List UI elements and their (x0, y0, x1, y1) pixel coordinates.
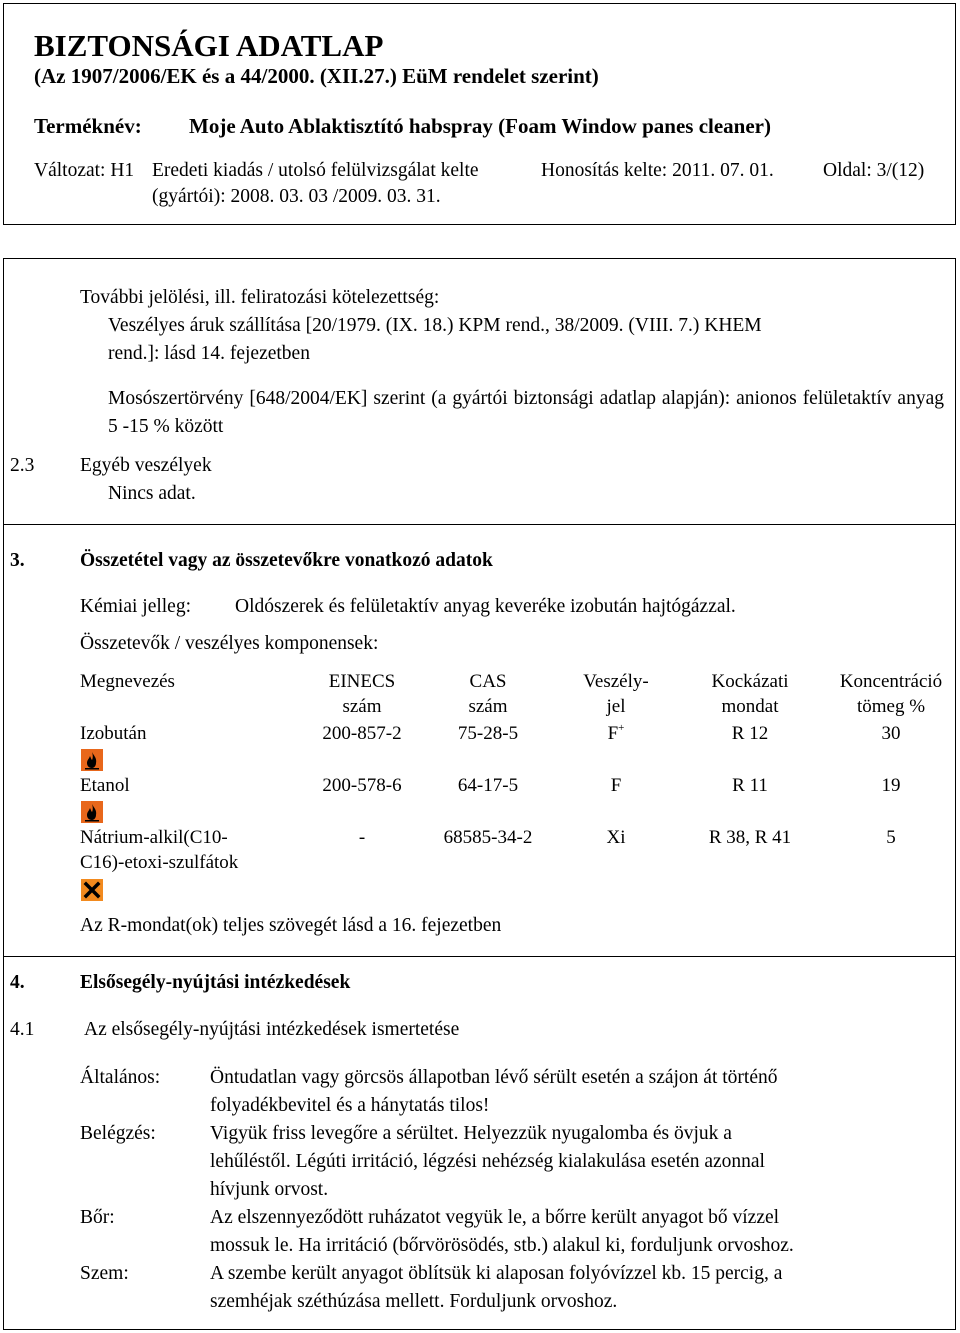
components-label: Összetevők / veszélyes komponensek: (80, 633, 379, 654)
edition-label: Eredeti kiadás / utolsó felülvizsgálat kelte (152, 160, 479, 181)
subsection-4-1-title: Az elsősegély-nyújtási intézkedések ismertetése (84, 1019, 460, 1040)
component-name: Etanol (80, 775, 130, 796)
col-header-einecs: EINECS (328, 671, 396, 692)
product-name: Moje Auto Ablaktisztító habspray (Foam Window panes cleaner) (189, 114, 771, 138)
hazard-symbol: F (610, 775, 622, 796)
concentration: 30 (881, 723, 901, 744)
section4-title: Elsősegély-nyújtási intézkedések (80, 972, 351, 993)
cas-number: 75-28-5 (457, 723, 519, 744)
localization-date: Honosítás kelte: 2011. 07. 01. (541, 160, 774, 181)
edition-dates: (gyártói): 2008. 03. 03 /2009. 03. 31. (152, 186, 441, 207)
chem-nature-value: Oldószerek és felületaktív anyag keveréke izobután hajtógázzal. (235, 596, 736, 617)
first-aid-label: Általános: (80, 1067, 161, 1088)
einecs-number: 200-857-2 (322, 723, 402, 744)
component-name-line-2: C16)-etoxi-szulfátok (80, 852, 239, 873)
col-header-einecs-sub: szám (342, 696, 382, 717)
labeling-title: További jelölési, ill. feliratozási kötelezettség: (80, 287, 440, 308)
first-aid-line-1: A szembe került anyagot öblítsük ki alaposan folyóvízzel kb. 15 percig, a (210, 1263, 783, 1284)
risk-phrase: R 11 (732, 775, 768, 796)
transport-line-1: Veszélyes áruk szállítása [20/1979. (IX. 18.) KPM rend., 38/2009. (VIII. 7.) KHEM (108, 315, 762, 336)
first-aid-line-1: Vigyük friss levegőre a sérültet. Helyezzük nyugalomba és övjuk a (210, 1123, 732, 1144)
other-hazards-number: 2.3 (10, 455, 35, 476)
col-header-cas-sub: szám (468, 696, 508, 717)
cas-number: 64-17-5 (457, 775, 519, 796)
first-aid-line-1: Az elszennyeződött ruházatot vegyük le, a bőrre került anyagot bő vízzel (210, 1207, 780, 1228)
concentration: 5 (886, 827, 896, 848)
risk-phrase: R 12 (731, 723, 769, 744)
section3-title: Összetétel vagy az összetevőkre vonatkozó adatok (80, 550, 493, 571)
page-number: Oldal: 3/(12) (823, 160, 925, 181)
transport-line-2: rend.]: lásd 14. fejezetben (108, 343, 310, 364)
col-header-risk-sub: mondat (721, 696, 779, 717)
first-aid-label: Bőr: (80, 1207, 115, 1228)
col-header-hazard: Veszély- (583, 671, 649, 692)
component-name-line-1: Nátrium-alkil(C10- (80, 827, 228, 848)
flame-icon (81, 749, 103, 771)
hazard-symbol: F+ (607, 722, 625, 744)
concentration: 19 (881, 775, 901, 796)
col-header-name: Megnevezés (80, 671, 175, 692)
first-aid-line-2: mossuk le. Ha irritáció (bőrvörösödés, stb.) alakul ki, forduljunk orvoshoz. (210, 1235, 794, 1256)
section4-number: 4. (10, 972, 25, 993)
first-aid-line-3: hívjunk orvost. (210, 1179, 329, 1200)
detergent-regulation-text: Mosószertörvény [648/2004/EK] szerint (a gyártói biztonsági adatlap alapján): anionos felületaktív anyag 5 -15 % között (108, 388, 944, 437)
section-separator (3, 956, 956, 957)
product-label: Terméknév: (34, 114, 142, 138)
section-separator (3, 524, 956, 525)
first-aid-line-2: lehűléstől. Légúti irritáció, légzési nehézség kialakulása esetén azonnal (210, 1151, 765, 1172)
risk-phrase: R 38, R 41 (708, 827, 792, 848)
section3-number: 3. (10, 550, 25, 571)
first-aid-label: Belégzés: (80, 1123, 156, 1144)
first-aid-line-2: szemhéjak széthúzása mellett. Forduljunk orvoshoz. (210, 1291, 618, 1312)
einecs-number: 200-578-6 (322, 775, 402, 796)
regulation-subtitle: (Az 1907/2006/EK és a 44/2000. (XII.27.) EüM rendelet szerint) (34, 64, 599, 88)
col-header-cas: CAS (469, 671, 507, 692)
first-aid-line-1: Öntudatlan vagy görcsös állapotban lévő sérült esetén a szájon át történő (210, 1067, 778, 1088)
einecs-number: - (358, 827, 366, 848)
cas-number: 68585-34-2 (443, 827, 533, 848)
first-aid-label: Szem: (80, 1263, 129, 1284)
col-header-concentration: Koncentráció (839, 671, 943, 692)
component-name: Izobután (80, 723, 147, 744)
subsection-4-1-number: 4.1 (10, 1019, 35, 1040)
irritant-x-icon (81, 879, 103, 901)
other-hazards-text: Nincs adat. (108, 483, 196, 504)
col-header-concentration-sub: tömeg % (856, 696, 926, 717)
col-header-risk: Kockázati (711, 671, 789, 692)
r-phrases-footnote: Az R-mondat(ok) teljes szövegét lásd a 16. fejezetben (80, 915, 502, 936)
col-header-hazard-sub: jel (606, 696, 626, 717)
hazard-symbol: Xi (606, 827, 626, 848)
version-label: Változat: H1 (34, 160, 135, 181)
chem-nature-label: Kémiai jelleg: (80, 596, 192, 617)
flame-icon (81, 801, 103, 823)
document-title: BIZTONSÁGI ADATLAP (34, 28, 384, 63)
first-aid-line-2: folyadékbevitel és a hánytatás tilos! (210, 1095, 490, 1116)
other-hazards-title: Egyéb veszélyek (80, 455, 212, 476)
